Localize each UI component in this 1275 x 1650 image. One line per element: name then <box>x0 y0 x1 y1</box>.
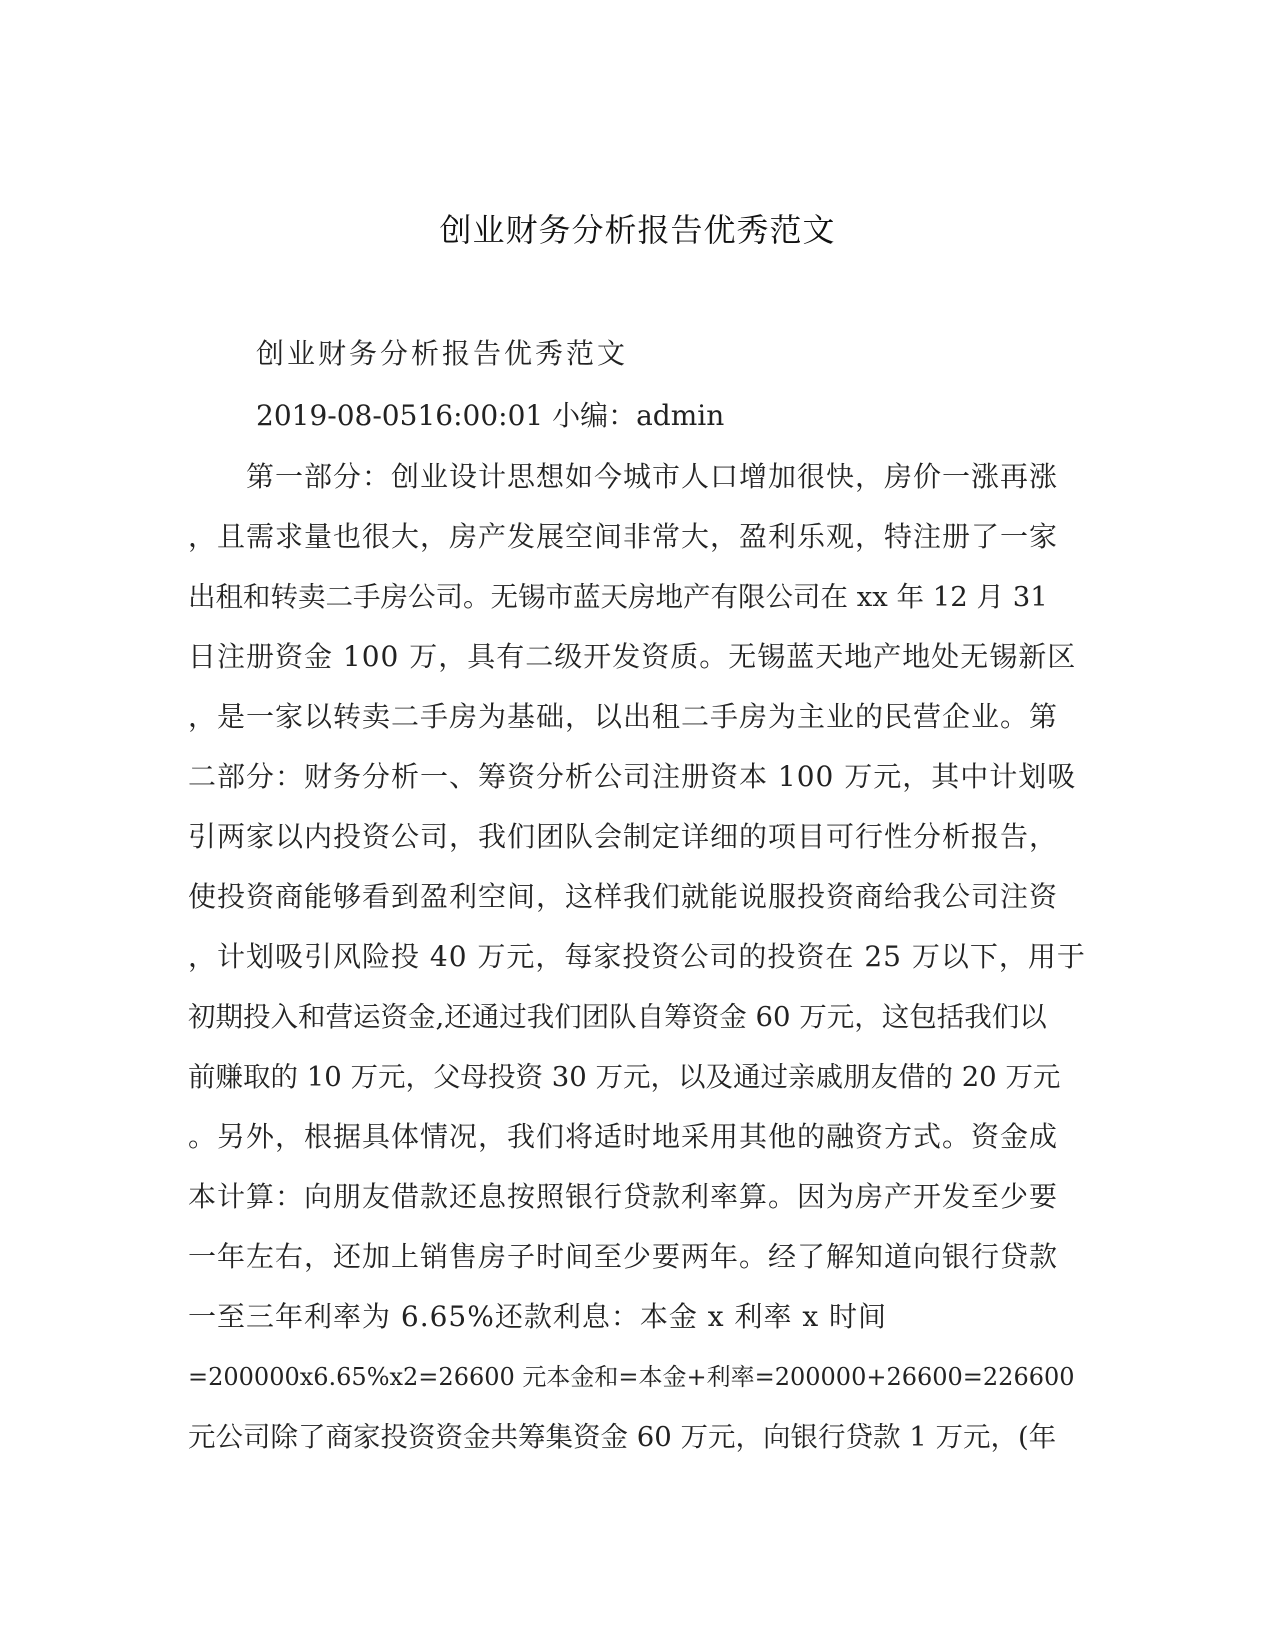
body-text <box>188 457 1088 1477</box>
document-title: 创业财务分析报告优秀范文 <box>439 211 836 249</box>
body-line: 出租和转卖二手房公司。无锡市蓝天房地产有限公司在 xx 年 12 月 31 <box>188 581 1048 613</box>
body-line: ，计划吸引风险投 40 万元，每家投资公司的投资在 25 万以下，用于 <box>188 940 1086 973</box>
date-author-line: 2019-08-0516:00:01 小编：admin <box>256 399 725 432</box>
body-line: 日注册资金 100 万，具有二级开发资质。无锡蓝天地产地处无锡新区 <box>188 640 1077 673</box>
body-line: 第一部分：创业设计思想如今城市人口增加很快，房价一涨再涨 <box>188 460 1059 493</box>
body-line: ，是一家以转卖二手房为基础，以出租二手房为主业的民营企业。第 <box>188 700 1059 733</box>
body-line: 使投资商能够看到盈利空间，这样我们就能说服投资商给我公司注资 <box>188 880 1059 913</box>
body-line: 一至三年利率为 6.65%还款利息：本金 x 利率 x 时间 <box>188 1300 888 1333</box>
body-line: 。另外，根据具体情况，我们将适时地采用其他的融资方式。资金成 <box>188 1120 1059 1153</box>
body-line: 二部分：财务分析一、筹资分析公司注册资本 100 万元，其中计划吸 <box>188 760 1077 793</box>
body-line: 初期投入和营运资金,还通过我们团队自筹资金 60 万元，这包括我们以 <box>188 1001 1047 1033</box>
body-line: 元公司除了商家投资资金共筹集资金 60 万元，向银行贷款 1 万元，(年 <box>188 1421 1057 1453</box>
body-line: 前赚取的 10 万元，父母投资 30 万元，以及通过亲戚朋友借的 20 万元 <box>188 1061 1061 1093</box>
document-subtitle: 创业财务分析报告优秀范文 <box>256 337 629 370</box>
body-line: 引两家以内投资公司，我们团队会制定详细的项目可行性分析报告， <box>188 820 1059 853</box>
body-line: =200000x6.65%x2=26600 元本金和=本金+利率=200000+26600=226600 <box>188 1363 1075 1391</box>
body-line: 本计算：向朋友借款还息按照银行贷款利率算。因为房产开发至少要 <box>188 1180 1059 1213</box>
body-line: 一年左右，还加上销售房子时间至少要两年。经了解知道向银行贷款 <box>188 1240 1059 1273</box>
body-line: ，且需求量也很大，房产发展空间非常大，盈利乐观，特注册了一家 <box>188 520 1059 553</box>
